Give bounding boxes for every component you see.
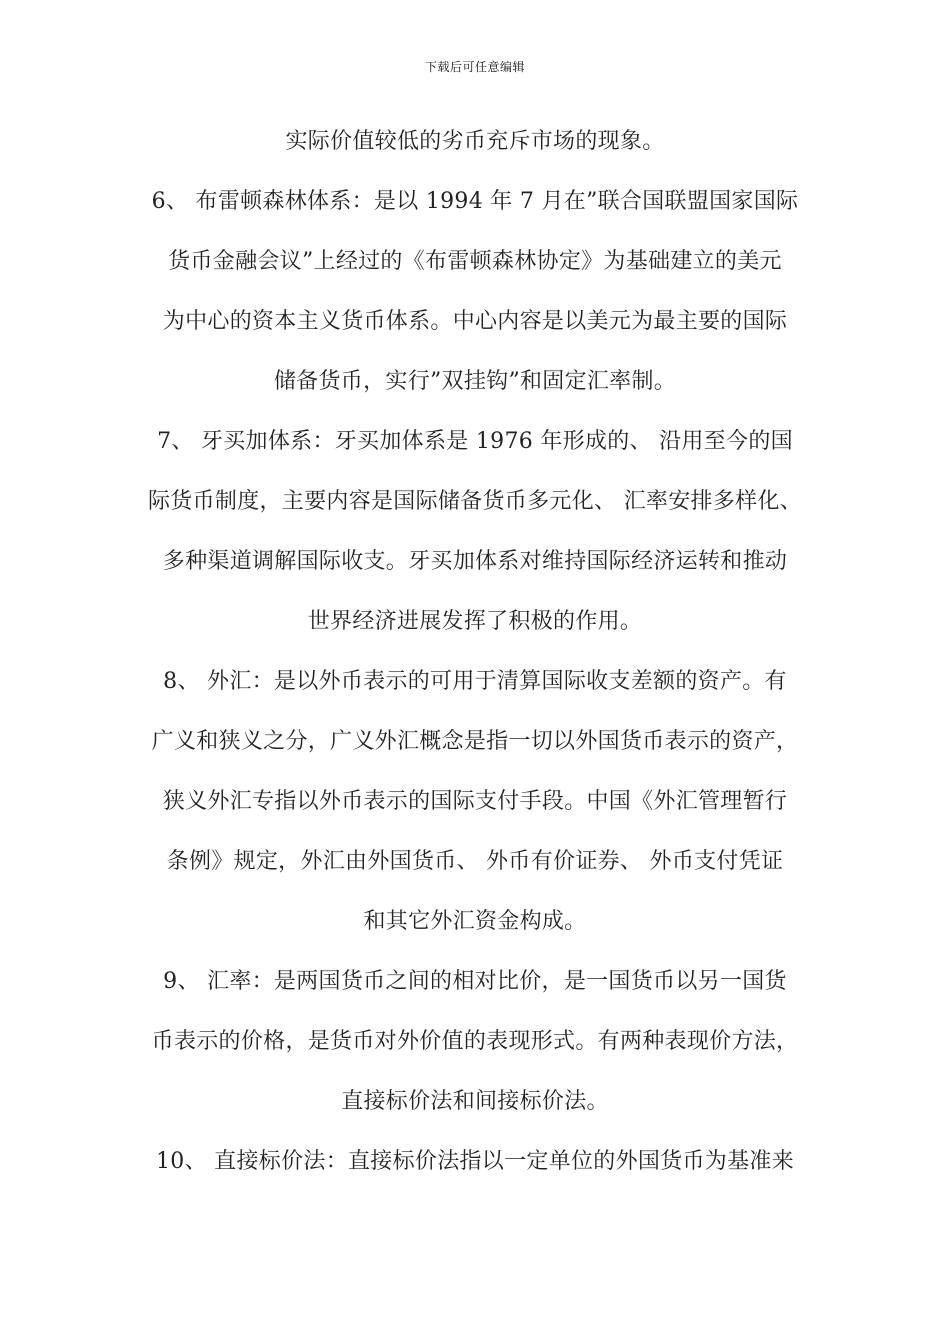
text-line: 为中心的资本主义货币体系。中心内容是以美元为最主要的国际 — [162, 309, 788, 334]
text-line: 和其它外汇资金构成。 — [363, 909, 587, 934]
text-line: 狭义外汇专指以外币表示的国际支付手段。中国《外汇管理暂行 — [162, 789, 788, 814]
page-header: 下载后可任意编辑 — [424, 60, 525, 74]
text-line: 币表示的价格，是货币对外价值的表现形式。有两种表现价方法， — [151, 1029, 799, 1054]
text-line: 9、 汇率：是两国货币之间的相对比价，是一国货币以另一国货 — [163, 969, 787, 994]
text-line: 广义和狭义之分，广义外汇概念是指一切以外国货币表示的资产， — [151, 729, 799, 754]
text-line: 储备货币，实行”双挂钩”和固定汇率制。 — [273, 369, 677, 394]
text-line: 7、 牙买加体系：牙买加体系是 1976 年形成的、 沿用至今的国 — [157, 429, 793, 454]
text-line: 货币金融会议”上经过的《布雷顿森林协定》为基础建立的美元 — [168, 249, 782, 274]
text-line: 条例》规定，外汇由外国货币、 外币有价证券、 外币支付凭证 — [166, 849, 784, 874]
text-line: 世界经济进展发挥了积极的作用。 — [307, 609, 643, 634]
text-line: 8、 外汇：是以外币表示的可用于清算国际收支差额的资产。有 — [163, 669, 787, 694]
text-line: 6、 布雷顿森林体系：是以 1994 年 7 月在”联合国联盟国家国际 — [151, 189, 799, 214]
text-line: 实际价值较低的劣币充斥市场的现象。 — [285, 129, 665, 154]
text-line: 直接标价法和间接标价法。 — [341, 1089, 609, 1114]
text-line: 多种渠道调解国际收支。牙买加体系对维持国际经济运转和推动 — [162, 549, 788, 574]
text-line: 10、 直接标价法：直接标价法指以一定单位的外国货币为基准来 — [156, 1149, 794, 1174]
text-line: 际货币制度，主要内容是国际储备货币多元化、 汇率安排多样化、 — [148, 489, 802, 514]
